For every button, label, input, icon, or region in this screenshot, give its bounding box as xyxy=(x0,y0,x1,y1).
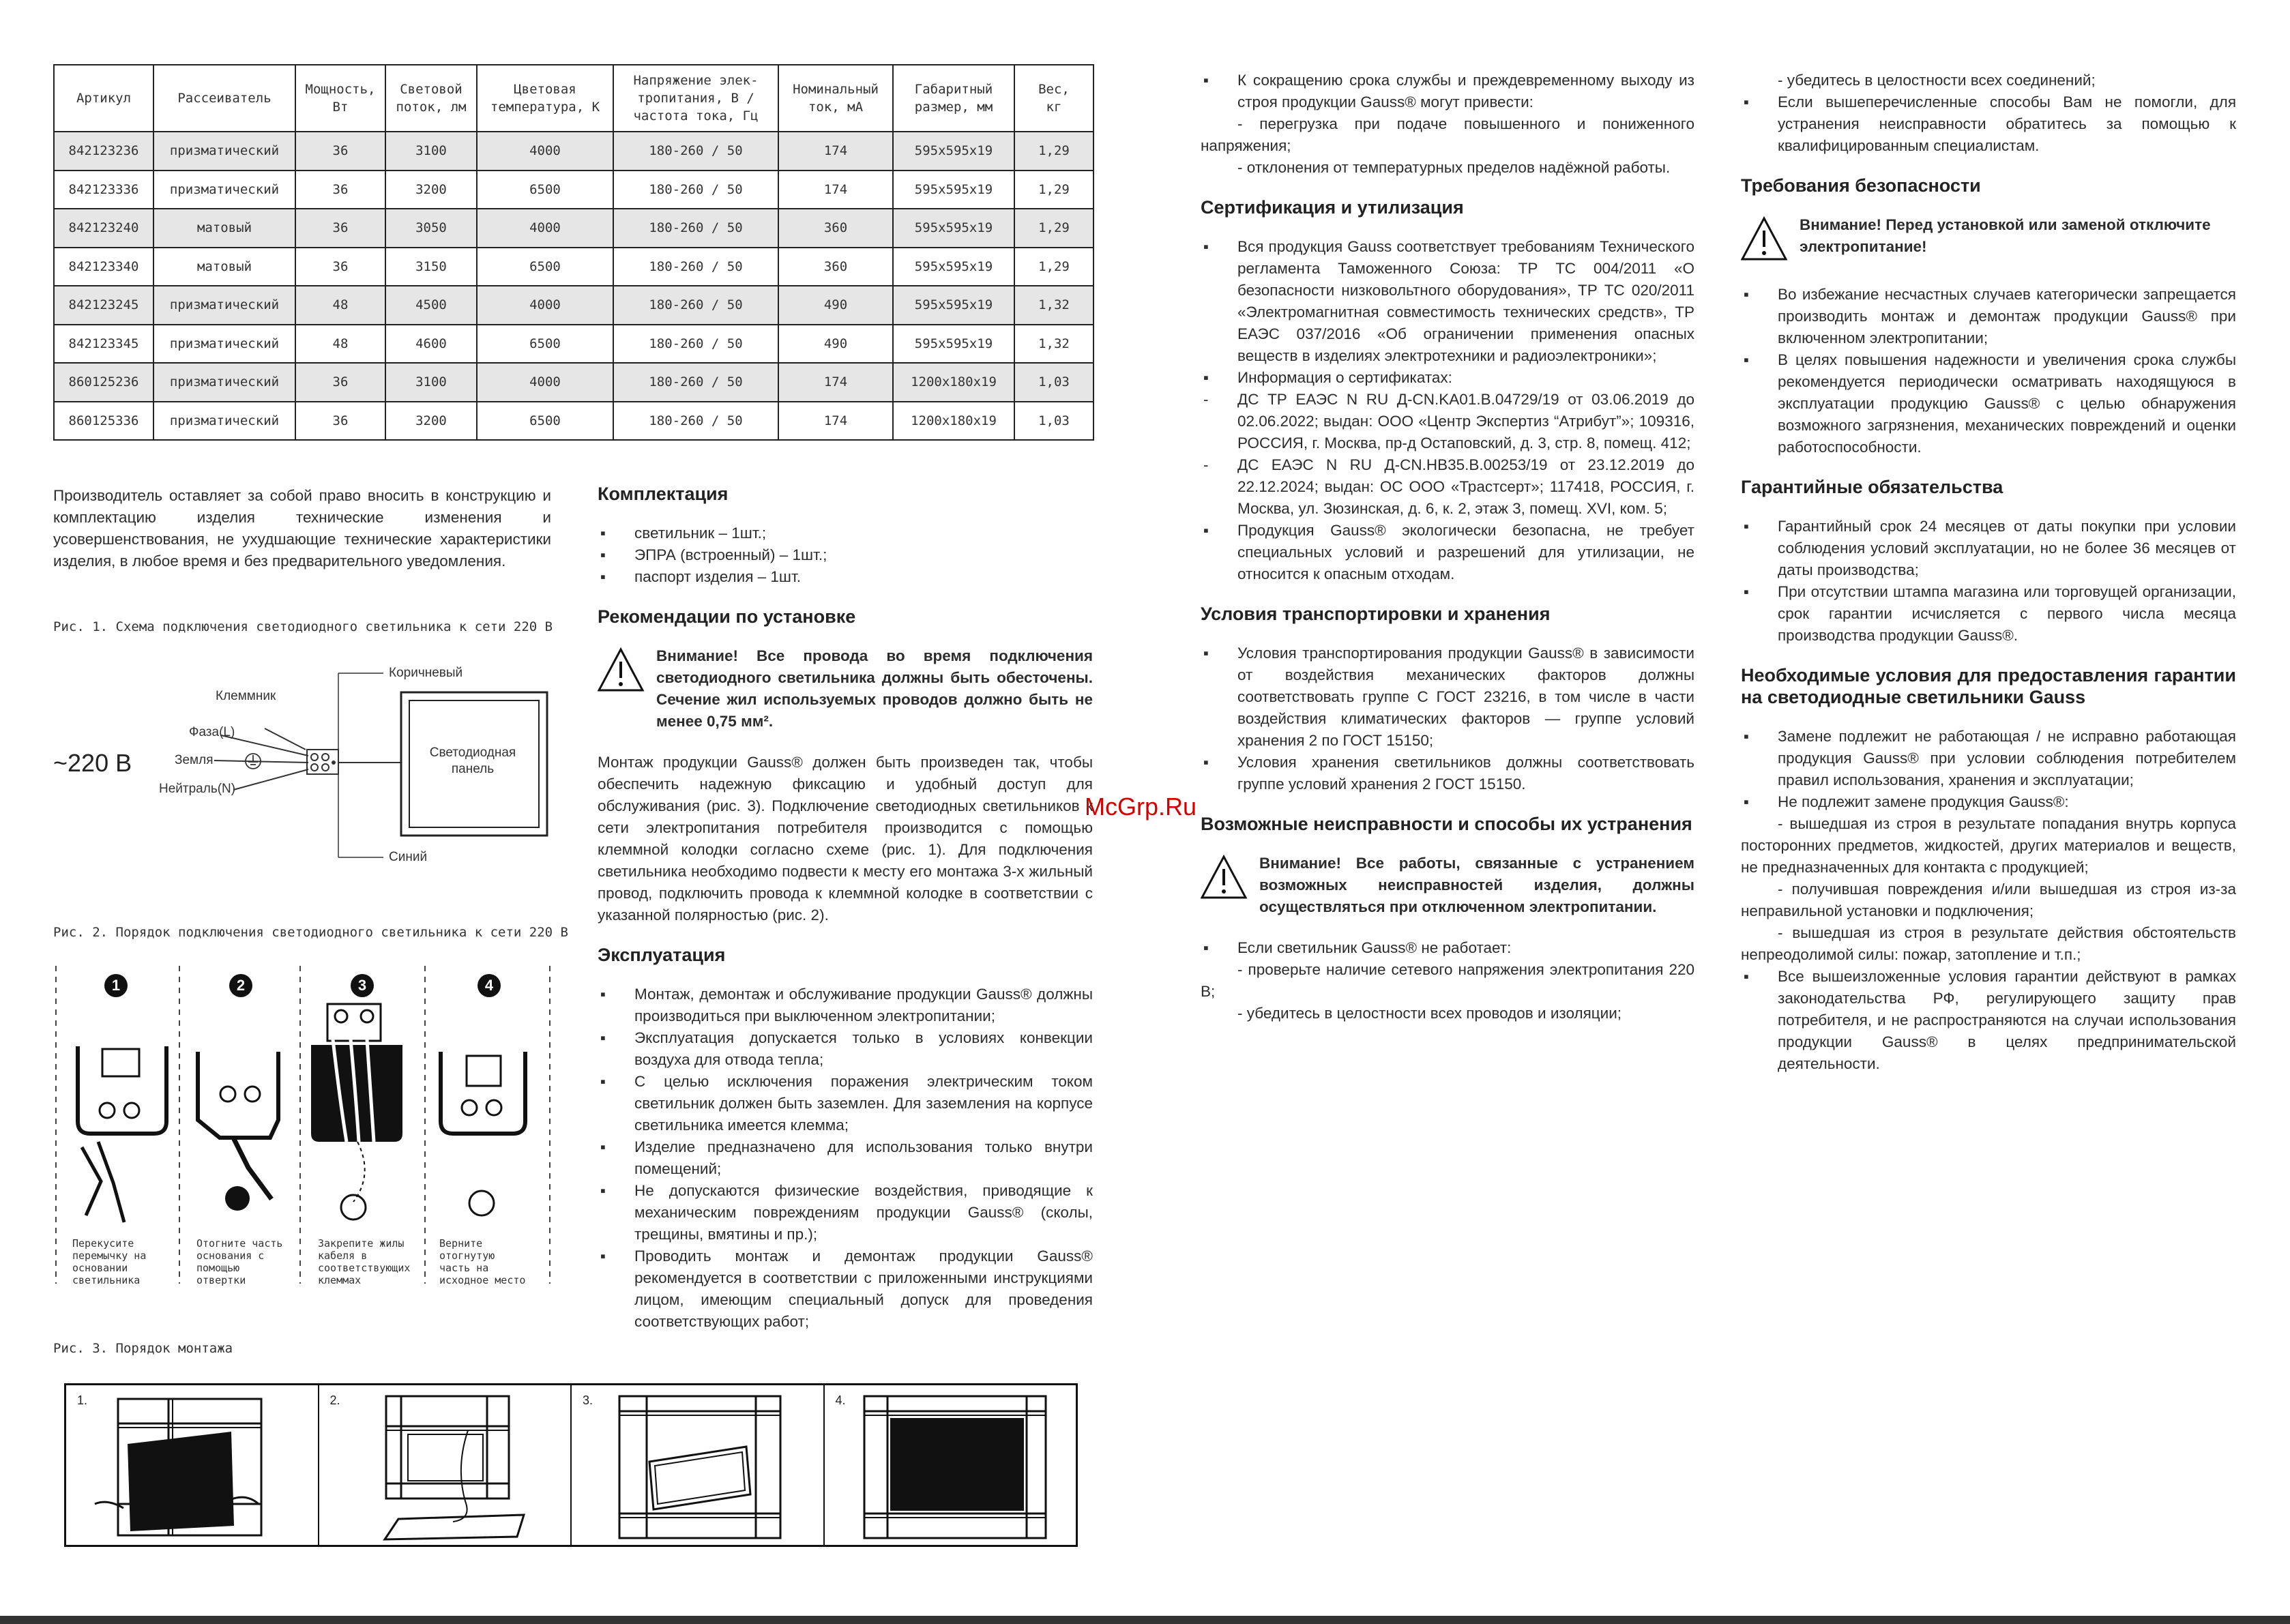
conditions-sub: - вышедшая из строя в результате попадания внутрь корпуса посторонних предметов, жидкостей, других материалов и веществ, не предназначенных для контакта с продукцией; xyxy=(1741,815,2236,876)
exploit-item: ▪ Изделие предназначено для использования только внутри помещений; xyxy=(600,1138,1093,1177)
spec-cell: 4000 xyxy=(477,209,613,248)
spec-cell: 1,29 xyxy=(1014,209,1093,248)
spec-cell: матовый xyxy=(153,248,295,286)
spec-cell: 48 xyxy=(295,286,385,325)
exploit-list xyxy=(598,984,1093,1333)
spec-cell: призматический xyxy=(153,402,295,441)
warning-icon xyxy=(598,645,656,700)
spec-cell: 1,03 xyxy=(1014,402,1093,441)
spec-col-header: Габаритный размер, мм xyxy=(893,65,1014,132)
spec-cell: 3100 xyxy=(385,363,477,402)
spec-cell: 1,29 xyxy=(1014,248,1093,286)
spec-col-header: Световой поток, лм xyxy=(385,65,477,132)
spec-cell: 842123240 xyxy=(54,209,153,248)
spec-row xyxy=(54,325,1093,364)
spec-cell: 4600 xyxy=(385,325,477,364)
spec-row xyxy=(54,171,1093,209)
spec-cell: 595x595x19 xyxy=(893,286,1014,325)
spec-row xyxy=(54,286,1093,325)
mount-step-2-drawing xyxy=(319,1385,572,1545)
spec-cell: 842123336 xyxy=(54,171,153,209)
spec-cell: 180-260 / 50 xyxy=(613,248,778,286)
spec-col-header: Рассеиватель xyxy=(153,65,295,132)
spec-cell: 180-260 / 50 xyxy=(613,209,778,248)
conditions-item: ▪ Замене подлежит не работающая / не исправно работающая продукция Gauss® при условии соблюдения потребителем правил использования, хранения и эксплуатации; xyxy=(1744,728,2236,788)
faults-sub: - убедитесь в целостности всех проводов и изоляции; xyxy=(1237,1005,1622,1022)
conditions-item: ▪ Не подлежит замене продукция Gauss®: xyxy=(1744,793,2069,810)
spec-cell: 4000 xyxy=(477,363,613,402)
led-panel-label: Светодиодная панель xyxy=(429,745,516,776)
bottom-border xyxy=(0,1616,2290,1624)
warning-icon xyxy=(1741,214,1800,269)
spec-row xyxy=(54,132,1093,171)
mount-step-4 xyxy=(825,1385,1076,1545)
neutral-label: Нейтраль(N) xyxy=(159,782,236,796)
step-3-number: 3 xyxy=(351,974,374,997)
exploit-item: ▪ Эксплуатация допускается только в условиях конвекции воздуха для отвода тепла; xyxy=(600,1029,1093,1068)
exploit-item: ▪ Монтаж, демонтаж и обслуживание продукции Gauss® должны производиться при выключенном электропитании; xyxy=(600,986,1093,1024)
conditions-title: Необходимые условия для предоставления гарантии на светодиодные светильники Gauss xyxy=(1741,665,2236,707)
spec-cell: 174 xyxy=(778,402,893,441)
transport-title: Условия транспортировки и хранения xyxy=(1201,604,1551,624)
install-text: Монтаж продукции Gauss® должен быть произведен так, чтобы обеспечить надежную фиксацию и удобный доступ для обслуживания (рис. 3). Подключение светодиодных светильников к сети электропитания потребителя производится с помощью клеммной колодки согласно схеме (рис. 1). Для подключения светильника необходимо подвести к месту его монтажа 3-х жильный провод, подключить провода к клеммной колодке в соответствии с указанной полярностью (рис. 2). xyxy=(598,754,1093,924)
fig2-connection-steps xyxy=(53,963,558,1297)
step-2-number: 2 xyxy=(229,974,252,997)
spec-cell: 180-260 / 50 xyxy=(613,363,778,402)
spec-cell: 1200x180x19 xyxy=(893,402,1014,441)
faults-sub: - проверьте наличие сетевого напряжения электропитания 220 В; xyxy=(1201,961,1694,1000)
spec-table xyxy=(53,64,1094,441)
column-2 xyxy=(598,483,1093,1333)
spec-cell: 180-260 / 50 xyxy=(613,171,778,209)
cert-item: ▪ Вся продукция Gauss соответствует требованиям Технического регламента Таможенного Союза: ТР ТС 004/2011 «О безопасности низковольтного оборудования», ТР ТС 020/2011 «Электромагнитная совместимость технических средств», ТР ЕАЭС 037/2016 «Об ограничении применения опасных веществ в изделиях электротехники и радиоэлектроники»; xyxy=(1203,238,1694,364)
spec-cell: 4500 xyxy=(385,286,477,325)
spec-cell: 4000 xyxy=(477,286,613,325)
spec-cell: 490 xyxy=(778,286,893,325)
safety-item: ▪ В целях повышения надежности и увеличения срока службы рекомендуется периодически осматривать находящуюся в эксплуатации продукцию Gauss® с целью обнаружения возможного загрязнения, механических повреждений и оценки работоспособности. xyxy=(1744,351,2236,456)
mount-step-4-drawing xyxy=(825,1385,1077,1545)
spec-table-header xyxy=(54,65,1093,132)
watermark: McGrp.Ru xyxy=(1085,793,1197,821)
spec-col-header: Вес, кг xyxy=(1014,65,1093,132)
phase-label: Фаза(L) xyxy=(189,725,235,739)
spec-cell: призматический xyxy=(153,325,295,364)
earth-label: Земля xyxy=(175,753,214,767)
spec-cell: 3050 xyxy=(385,209,477,248)
step-3-caption: Закрепите жилы кабеля в соответствующих клеммах xyxy=(318,1237,411,1286)
install-warning: Внимание! Все провода во время подключения светодиодного светильника должны быть обесточены. Сечение жил используемых проводов должно быть не менее 0,75 мм². xyxy=(598,645,1093,733)
spec-row xyxy=(54,248,1093,286)
spec-cell: 595x595x19 xyxy=(893,171,1014,209)
step-1-caption: Перекусите перемычку на основании светильника xyxy=(72,1237,147,1286)
spec-cell: 3200 xyxy=(385,402,477,441)
spec-cell: 842123236 xyxy=(54,132,153,171)
cert-title: Сертификация и утилизация xyxy=(1201,197,1464,218)
spec-col-header: Артикул xyxy=(54,65,153,132)
safety-warning: Внимание! Перед установкой или заменой отключите электропитание! xyxy=(1741,214,2236,269)
spec-cell: 36 xyxy=(295,402,385,441)
transport-item: ▪ Условия транспортирования продукции Gauss® в зависимости от воздействия механических факторов должны соответствовать группе С ГОСТ 23216, в том числе в части воздействия климатических факторов — группе условий хранения 2 по ГОСТ 15150; xyxy=(1203,645,1694,749)
spec-cell: 4000 xyxy=(477,132,613,171)
step-4-number: 4 xyxy=(478,974,501,997)
fig3-mounting-steps xyxy=(64,1383,1078,1547)
fig1-wiring-diagram xyxy=(53,660,572,885)
spec-cell: 6500 xyxy=(477,325,613,364)
spec-cell: 174 xyxy=(778,171,893,209)
spec-cell: 360 xyxy=(778,209,893,248)
spec-cell: 1200x180x19 xyxy=(893,363,1014,402)
manufacturer-note: Производитель оставляет за собой право вносить в конструкцию и комплектацию изделия технические изменения и усовершенствования, не ухудшающие технические характеристики изделия, в любое время и без предварительного уведомления. xyxy=(53,487,551,570)
warranty-item: ▪ Гарантийный срок 24 месяцев от даты покупки при условии соблюдения условий эксплуатации, но не более 36 месяцев от даты производства; xyxy=(1744,518,2236,578)
mount-step-3-drawing xyxy=(572,1385,824,1545)
spec-cell: 3150 xyxy=(385,248,477,286)
mount-step-2-number: 2. xyxy=(329,1393,340,1407)
cert-doc: - ДС ЕАЭС N RU Д-CN.НВ35.В.00253/19 от 23.12.2019 до 22.12.2024; выдан: ОС ООО «Трастсерт»; 117418, РОССИЯ, г. Москва, ул. Зюзинская, д. 6, к. 2, этаж 3, помещ. XVI, ком. 5; xyxy=(1203,456,1694,517)
column-4 xyxy=(1741,70,2236,1075)
mount-step-1-number: 1. xyxy=(77,1393,88,1407)
spec-row xyxy=(54,363,1093,402)
lifetime-intro: ▪ К сокращению срока службы и преждевременному выходу из строя продукции Gauss® могут привести: xyxy=(1203,72,1694,110)
spec-cell: 595x595x19 xyxy=(893,132,1014,171)
spec-cell: 842123245 xyxy=(54,286,153,325)
spec-cell: 3100 xyxy=(385,132,477,171)
spec-cell: 842123340 xyxy=(54,248,153,286)
spec-cell: 595x595x19 xyxy=(893,248,1014,286)
spec-cell: 1,29 xyxy=(1014,171,1093,209)
spec-cell: 860125236 xyxy=(54,363,153,402)
mount-step-1 xyxy=(66,1385,319,1545)
conditions-sub: - получившая повреждения и/или вышедшая из строя из-за неправильной установки и подключения; xyxy=(1741,881,2236,919)
spec-col-header: Цветовая температура, К xyxy=(477,65,613,132)
mount-step-3 xyxy=(572,1385,825,1545)
conditions-item: ▪ Все вышеизложенные условия гарантии действуют в рамках законодательства РФ, регулирующего защиту прав потребителя, и не распространяются на случаи использования продукции Gauss® в целях предпринимательской деятельности. xyxy=(1744,968,2236,1072)
lifetime-sub: - перегрузка при подаче повышенного и пониженного напряжения; xyxy=(1201,115,1694,154)
exploit-item: ▪ С целью исключения поражения электрическим током светильник должен быть заземлен. Для заземления на корпусе светильника имеется клемма; xyxy=(600,1073,1093,1134)
spec-cell: 1,03 xyxy=(1014,363,1093,402)
cert-item: ▪ Продукция Gauss® экологически безопасна, не требует специальных условий и разрешений для утилизации, не относится к опасным отходам. xyxy=(1203,522,1694,582)
mount-step-3-number: 3. xyxy=(583,1393,593,1407)
spec-col-header: Мощность, Вт xyxy=(295,65,385,132)
spec-cell: 180-260 / 50 xyxy=(613,402,778,441)
lifetime-sub: - отклонения от температурных пределов надёжной работы. xyxy=(1237,159,1671,176)
mount-step-2 xyxy=(319,1385,572,1545)
kit-item: ▪ светильник – 1шт.; xyxy=(600,525,767,542)
brown-wire-label: Коричневый xyxy=(389,666,463,680)
column-3 xyxy=(1201,70,1694,1024)
faults-title: Возможные неисправности и способы их устранения xyxy=(1201,814,1692,834)
spec-cell: 36 xyxy=(295,132,385,171)
spec-cell: призматический xyxy=(153,132,295,171)
spec-cell: 490 xyxy=(778,325,893,364)
terminal-label: Клеммник xyxy=(216,689,276,703)
faults-item: ▪ Если светильник Gauss® не работает: xyxy=(1203,939,1512,956)
spec-cell: 595x595x19 xyxy=(893,209,1014,248)
spec-col-header: Напряжение элек- тропитания, В / частота тока, Гц xyxy=(613,65,778,132)
spec-cell: 1,29 xyxy=(1014,132,1093,171)
spec-cell: призматический xyxy=(153,286,295,325)
spec-cell: 1,32 xyxy=(1014,325,1093,364)
spec-cell: 174 xyxy=(778,132,893,171)
faults-sub-cont: - убедитесь в целостности всех соединений; xyxy=(1778,72,2096,89)
mount-step-1-drawing xyxy=(66,1385,319,1545)
exploit-item: ▪ Проводить монтаж и демонтаж продукции Gauss® рекомендуется в соответствии с приложенными инструкциями лицом, имеющим специальный допуск для проведения соответствующих работ; xyxy=(600,1247,1093,1330)
spec-cell: 180-260 / 50 xyxy=(613,286,778,325)
cert-doc: - ДС ТР ЕАЭС N RU Д-CN.KA01.B.04729/19 от 03.06.2019 до 02.06.2022; выдан: ООО «Центр Экспертиз “Атрибут”»; 109316, РОССИЯ, г. Москва, пр-д Остаповский, д. 3, стр. 8, помещ. 412; xyxy=(1203,391,1694,452)
transport-item: ▪ Условия хранения светильников должны соответствовать группе условий хранения 2 ГОСТ 15150. xyxy=(1203,754,1694,793)
conditions-sub: - вышедшая из строя в результате действия обстоятельств непреодолимой силы: пожар, затопление и т.п.; xyxy=(1741,924,2236,963)
spec-cell: 36 xyxy=(295,171,385,209)
spec-cell: 180-260 / 50 xyxy=(613,132,778,171)
step-2-caption: Отогните часть основания с помощью отвертки xyxy=(196,1237,283,1286)
spec-cell: 36 xyxy=(295,363,385,402)
spec-cell: 1,32 xyxy=(1014,286,1093,325)
spec-cell: 36 xyxy=(295,209,385,248)
fig3-caption: Рис. 3. Порядок монтажа xyxy=(53,1341,233,1356)
spec-cell: 36 xyxy=(295,248,385,286)
spec-cell: 842123345 xyxy=(54,325,153,364)
warranty-item: ▪ При отсутствии штампа магазина или торговущей организации, срок гарантии исчисляется с первого числа месяца производства продукции Gauss®. xyxy=(1744,583,2236,644)
step-4-caption: Верните отогнутую часть на исходное место xyxy=(439,1237,526,1286)
exploit-title: Эксплуатация xyxy=(598,945,726,965)
faults-advice: ▪ Если вышеперечисленные способы Вам не помогли, для устранения неисправности обратитесь за помощью к квалифицированным специалистам. xyxy=(1744,93,2236,154)
install-title: Рекомендации по установке xyxy=(598,606,856,627)
step-1-number: 1 xyxy=(104,974,128,997)
kit-item: ▪ паспорт изделия – 1шт. xyxy=(600,568,802,585)
safety-title: Требования безопасности xyxy=(1741,175,1981,196)
spec-table-body xyxy=(54,132,1093,440)
spec-col-header: Номинальный ток, мА xyxy=(778,65,893,132)
spec-row xyxy=(54,209,1093,248)
safety-item: ▪ Во избежание несчастных случаев категорически запрещается производить монтаж и демонтаж продукции Gauss® при включенном электропитании; xyxy=(1744,286,2236,346)
blue-wire-label: Синий xyxy=(389,850,428,864)
cert-item: ▪ Информация о сертификатах: xyxy=(1203,369,1452,386)
spec-row xyxy=(54,402,1093,441)
spec-cell: 3200 xyxy=(385,171,477,209)
warranty-title: Гарантийные обязательства xyxy=(1741,477,2003,497)
spec-cell: 860125336 xyxy=(54,402,153,441)
spec-cell: 6500 xyxy=(477,171,613,209)
kit-item: ▪ ЭПРА (встроенный) – 1шт.; xyxy=(600,546,827,563)
spec-cell: матовый xyxy=(153,209,295,248)
fig1-caption: Рис. 1. Схема подключения светодиодного светильника к сети 220 В xyxy=(53,619,553,634)
warning-icon xyxy=(1201,853,1259,907)
mount-step-4-number: 4. xyxy=(835,1393,846,1407)
spec-cell: 595x595x19 xyxy=(893,325,1014,364)
kit-title: Комплектация xyxy=(598,484,729,504)
voltage-label: ~220 В xyxy=(53,749,132,777)
spec-cell: 360 xyxy=(778,248,893,286)
spec-cell: призматический xyxy=(153,171,295,209)
exploit-item: ▪ Не допускаются физические воздействия, приводящие к механическим повреждениям продукции Gauss® (сколы, трещины, вмятины и пр.); xyxy=(600,1182,1093,1243)
faults-warning: Внимание! Все работы, связанные с устранением возможных неисправностей изделия, должны осуществляться при отключенном электропитании. xyxy=(1201,853,1694,918)
spec-cell: 174 xyxy=(778,363,893,402)
fig2-caption: Рис. 2. Порядок подключения светодиодного светильника к сети 220 В xyxy=(53,925,568,940)
spec-cell: призматический xyxy=(153,363,295,402)
spec-cell: 48 xyxy=(295,325,385,364)
spec-cell: 6500 xyxy=(477,402,613,441)
spec-cell: 6500 xyxy=(477,248,613,286)
spec-cell: 180-260 / 50 xyxy=(613,325,778,364)
